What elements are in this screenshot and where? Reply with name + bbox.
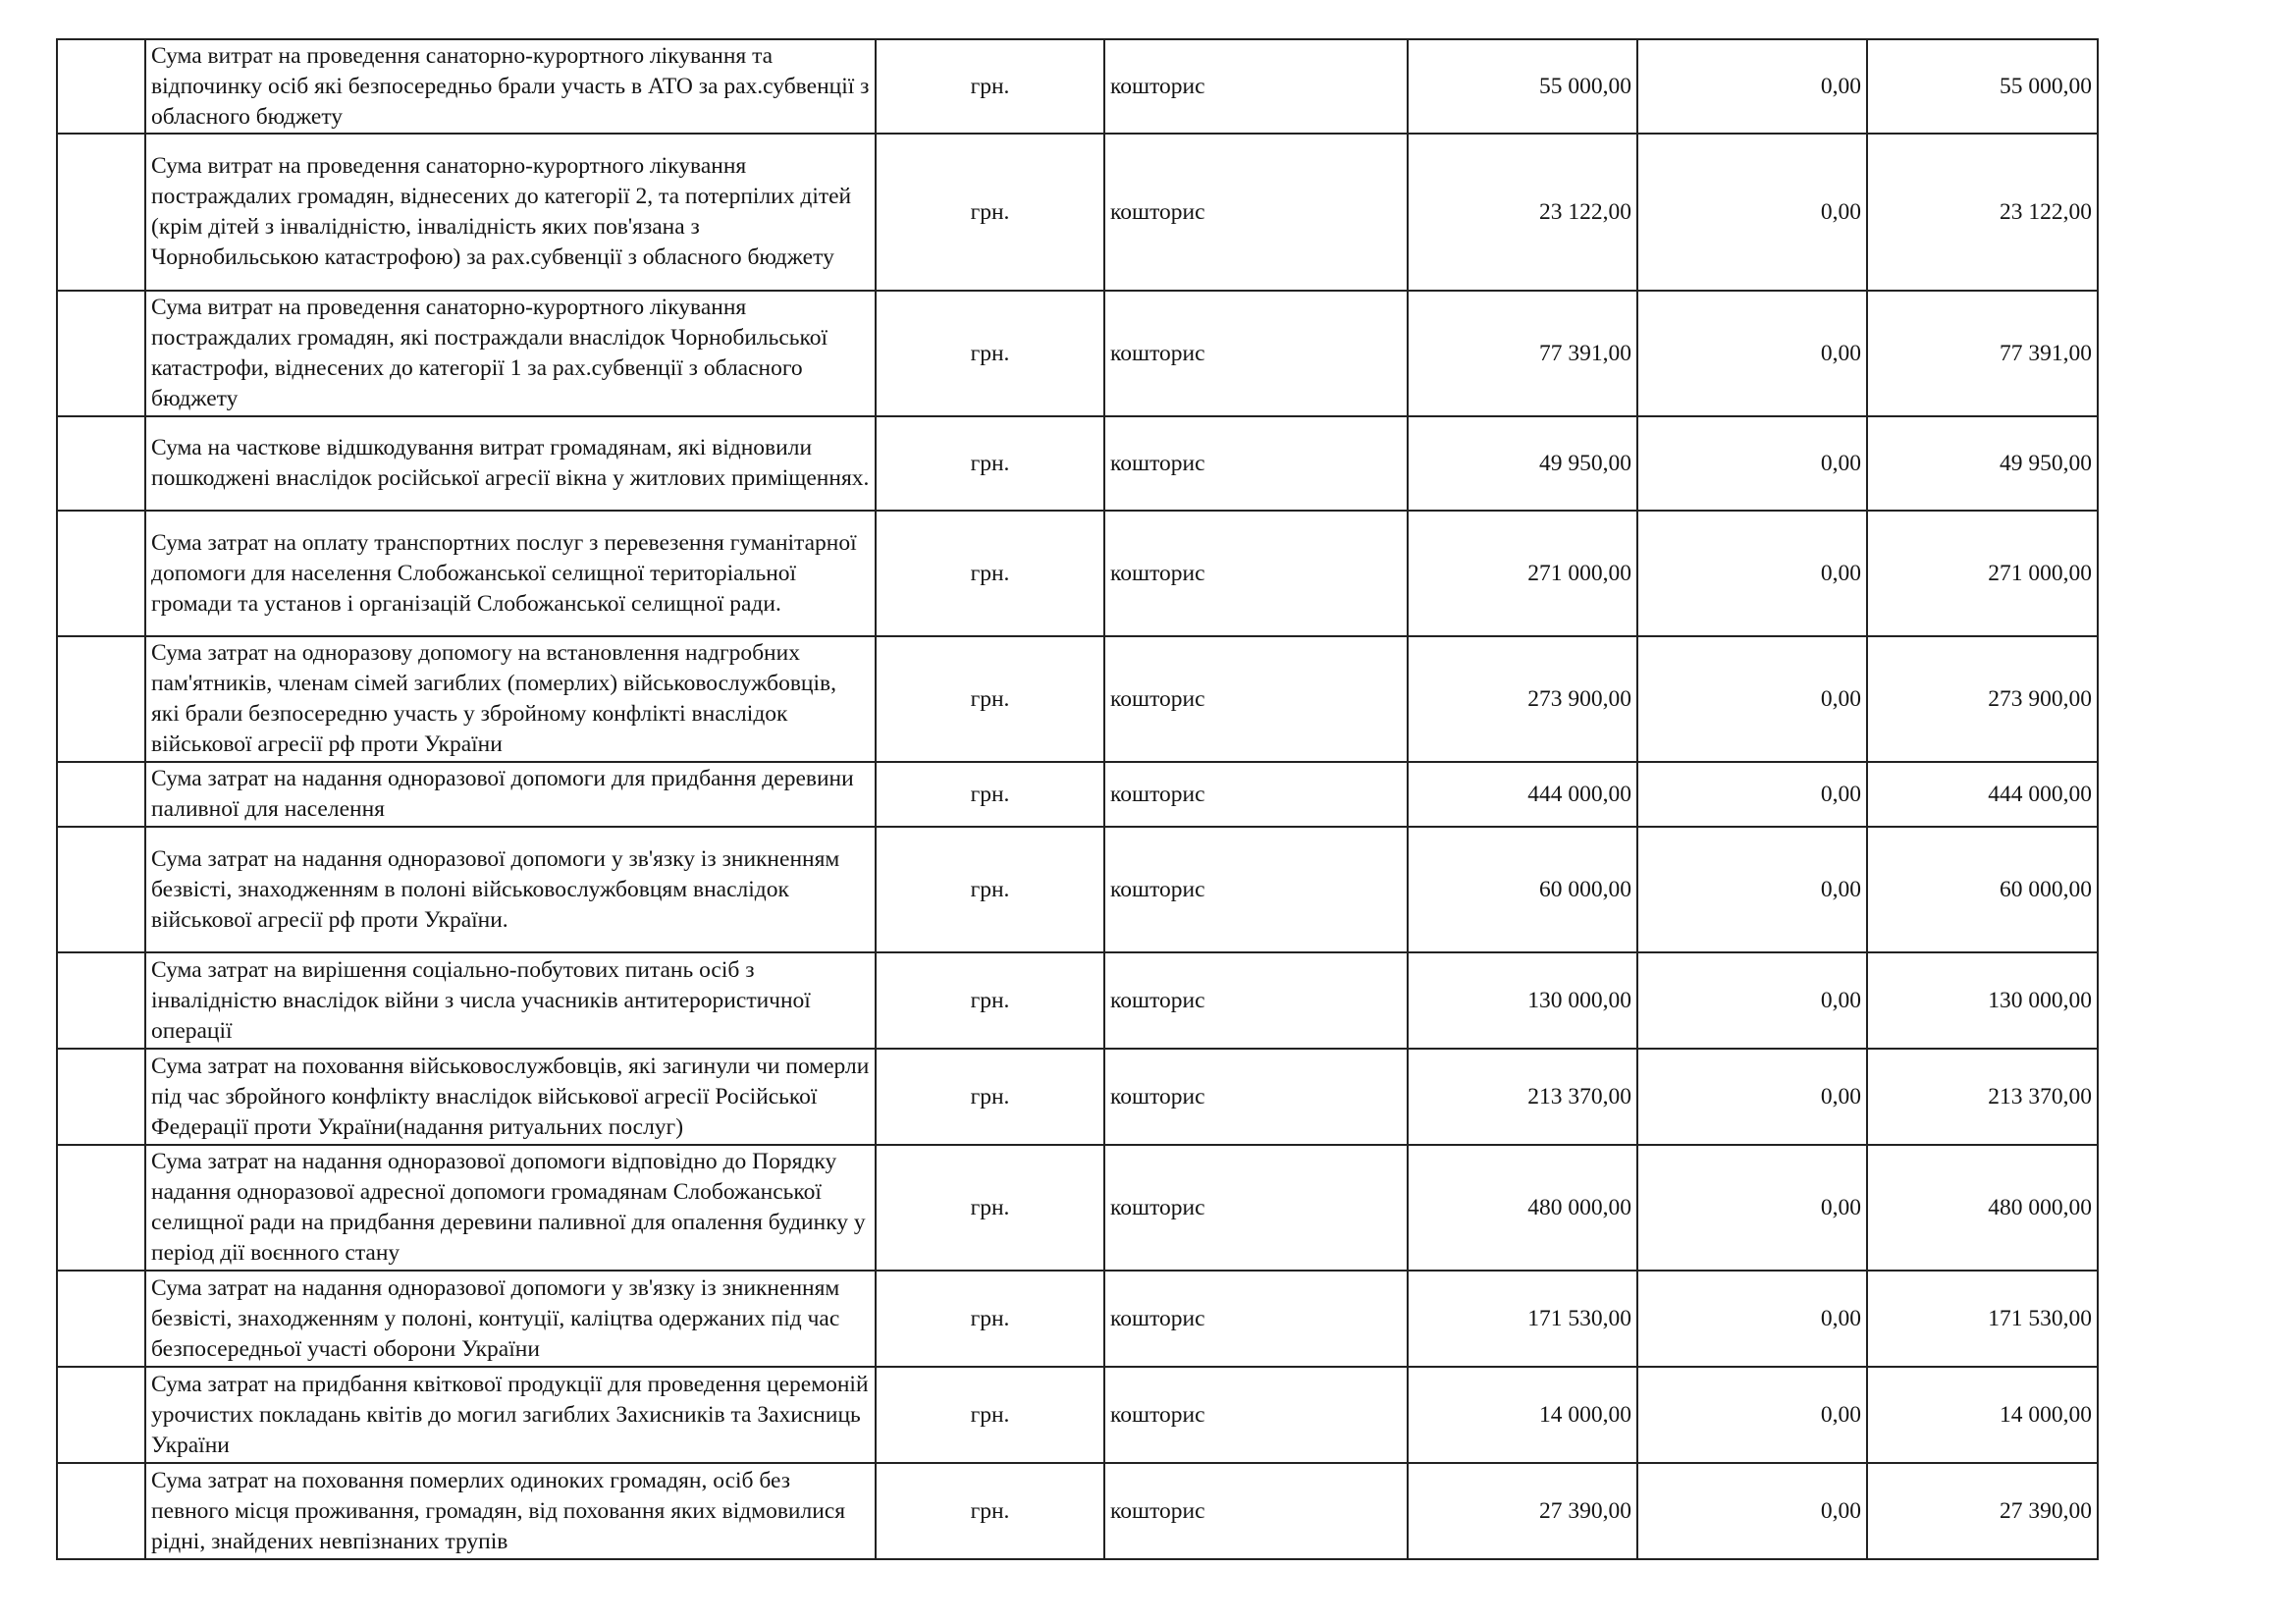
value-cell-1: 213 370,00	[1408, 1049, 1637, 1145]
unit-cell: грн.	[876, 511, 1104, 636]
row-number-cell	[57, 952, 145, 1049]
row-number-cell	[57, 1049, 145, 1145]
table-row	[57, 416, 2098, 511]
value-cell-1: 171 530,00	[1408, 1271, 1637, 1367]
value-cell-2: 0,00	[1637, 1145, 1867, 1271]
value-cell-3: 480 000,00	[1867, 1145, 2098, 1271]
value-cell-2: 0,00	[1637, 291, 1867, 416]
value-cell-3: 60 000,00	[1867, 827, 2098, 952]
source-cell: кошторис	[1104, 1463, 1408, 1559]
unit-cell: грн.	[876, 134, 1104, 291]
row-number-cell	[57, 636, 145, 762]
table-row	[57, 1271, 2098, 1367]
value-cell-1: 77 391,00	[1408, 291, 1637, 416]
value-cell-3: 444 000,00	[1867, 762, 2098, 827]
value-cell-3: 77 391,00	[1867, 291, 2098, 416]
value-cell-2: 0,00	[1637, 636, 1867, 762]
value-cell-2: 0,00	[1637, 39, 1867, 134]
source-cell: кошторис	[1104, 827, 1408, 952]
unit-cell: грн.	[876, 1049, 1104, 1145]
table-row	[57, 1463, 2098, 1559]
table-row	[57, 511, 2098, 636]
source-cell: кошторис	[1104, 1145, 1408, 1271]
value-cell-1: 27 390,00	[1408, 1463, 1637, 1559]
row-number-cell	[57, 511, 145, 636]
table-row	[57, 39, 2098, 134]
row-number-cell	[57, 1271, 145, 1367]
row-number-cell	[57, 1145, 145, 1271]
indicator-name-cell: Сума витрат на проведення санаторно-курортного лікування постраждалих громадян, які постраждали внаслідок Чорнобильської катастрофи, віднесених до категорії 1 за рах.субвенції з обласного бюджету	[145, 291, 876, 416]
source-cell: кошторис	[1104, 511, 1408, 636]
value-cell-1: 55 000,00	[1408, 39, 1637, 134]
table-row	[57, 636, 2098, 762]
source-cell: кошторис	[1104, 134, 1408, 291]
unit-cell: грн.	[876, 636, 1104, 762]
unit-cell: грн.	[876, 1367, 1104, 1463]
source-cell: кошторис	[1104, 39, 1408, 134]
indicator-name-cell: Сума витрат на проведення санаторно-курортного лікування та відпочинку осіб які безпосередньо брали участь в АТО за рах.субвенції з обласного бюджету	[145, 39, 876, 134]
value-cell-2: 0,00	[1637, 952, 1867, 1049]
indicator-name-cell: Сума затрат на одноразову допомогу на встановлення надгробних пам'ятників, членам сімей загиблих (померлих) військовослужбовців, які брали безпосередню участь у збройному конфлікті внаслідок військової агресії рф проти України	[145, 636, 876, 762]
value-cell-2: 0,00	[1637, 416, 1867, 511]
value-cell-1: 444 000,00	[1408, 762, 1637, 827]
indicator-name-cell: Сума затрат на поховання померлих одиноких громадян, осіб без певного місця проживання, громадян, від поховання яких відмовилися рідні, знайдених невпізнаних трупів	[145, 1463, 876, 1559]
unit-cell: грн.	[876, 416, 1104, 511]
value-cell-3: 55 000,00	[1867, 39, 2098, 134]
value-cell-1: 60 000,00	[1408, 827, 1637, 952]
source-cell: кошторис	[1104, 1367, 1408, 1463]
table-row	[57, 1145, 2098, 1271]
value-cell-2: 0,00	[1637, 827, 1867, 952]
unit-cell: грн.	[876, 1271, 1104, 1367]
unit-cell: грн.	[876, 39, 1104, 134]
indicator-name-cell: Сума затрат на вирішення соціально-побутових питань осіб з інвалідністю внаслідок війни з числа учасників антитерористичної операції	[145, 952, 876, 1049]
row-number-cell	[57, 416, 145, 511]
table-row	[57, 952, 2098, 1049]
table-row	[57, 291, 2098, 416]
source-cell: кошторис	[1104, 952, 1408, 1049]
table-row	[57, 1049, 2098, 1145]
value-cell-1: 480 000,00	[1408, 1145, 1637, 1271]
value-cell-3: 273 900,00	[1867, 636, 2098, 762]
value-cell-1: 49 950,00	[1408, 416, 1637, 511]
source-cell: кошторис	[1104, 636, 1408, 762]
value-cell-2: 0,00	[1637, 762, 1867, 827]
value-cell-1: 273 900,00	[1408, 636, 1637, 762]
value-cell-3: 49 950,00	[1867, 416, 2098, 511]
value-cell-3: 130 000,00	[1867, 952, 2098, 1049]
value-cell-3: 271 000,00	[1867, 511, 2098, 636]
indicator-name-cell: Сума затрат на оплату транспортних послуг з перевезення гуманітарної допомоги для населення Слобожанської селищної територіальної громади та установ і організацій Слобожанської селищної ради.	[145, 511, 876, 636]
source-cell: кошторис	[1104, 291, 1408, 416]
value-cell-3: 23 122,00	[1867, 134, 2098, 291]
row-number-cell	[57, 1463, 145, 1559]
table-row	[57, 827, 2098, 952]
indicator-name-cell: Сума затрат на надання одноразової допомоги у зв'язку із зникненням безвісті, знаходженням у полоні, контуції, каліцтва одержаних під час безпосередньої участі оборони України	[145, 1271, 876, 1367]
row-number-cell	[57, 1367, 145, 1463]
table-row	[57, 762, 2098, 827]
value-cell-1: 271 000,00	[1408, 511, 1637, 636]
value-cell-2: 0,00	[1637, 1049, 1867, 1145]
value-cell-1: 23 122,00	[1408, 134, 1637, 291]
row-number-cell	[57, 39, 145, 134]
value-cell-1: 14 000,00	[1408, 1367, 1637, 1463]
value-cell-2: 0,00	[1637, 1367, 1867, 1463]
unit-cell: грн.	[876, 291, 1104, 416]
unit-cell: грн.	[876, 952, 1104, 1049]
value-cell-3: 171 530,00	[1867, 1271, 2098, 1367]
source-cell: кошторис	[1104, 1271, 1408, 1367]
unit-cell: грн.	[876, 762, 1104, 827]
value-cell-3: 27 390,00	[1867, 1463, 2098, 1559]
value-cell-3: 213 370,00	[1867, 1049, 2098, 1145]
indicator-name-cell: Сума затрат на придбання квіткової продукції для проведення церемоній урочистих покладань квітів до могил загиблих Захисників та Захисниць України	[145, 1367, 876, 1463]
indicator-name-cell: Сума затрат на надання одноразової допомоги для придбання деревини паливної для населення	[145, 762, 876, 827]
row-number-cell	[57, 827, 145, 952]
unit-cell: грн.	[876, 1145, 1104, 1271]
value-cell-1: 130 000,00	[1408, 952, 1637, 1049]
source-cell: кошторис	[1104, 416, 1408, 511]
unit-cell: грн.	[876, 827, 1104, 952]
indicator-name-cell: Сума затрат на надання одноразової допомоги у зв'язку із зникненням безвісті, знаходженням в полоні військовослужбовцям внаслідок військової агресії рф проти України.	[145, 827, 876, 952]
value-cell-2: 0,00	[1637, 1463, 1867, 1559]
indicator-name-cell: Сума витрат на проведення санаторно-курортного лікування постраждалих громадян, віднесених до категорії 2, та потерпілих дітей (крім дітей з інвалідністю, інвалідність яких пов'язана з Чорнобильською катастрофою) за рах.субвенції з обласного бюджету	[145, 134, 876, 291]
value-cell-2: 0,00	[1637, 1271, 1867, 1367]
unit-cell: грн.	[876, 1463, 1104, 1559]
table-row	[57, 1367, 2098, 1463]
table-row	[57, 134, 2098, 291]
row-number-cell	[57, 291, 145, 416]
row-number-cell	[57, 134, 145, 291]
value-cell-3: 14 000,00	[1867, 1367, 2098, 1463]
value-cell-2: 0,00	[1637, 511, 1867, 636]
indicator-name-cell: Сума затрат на надання одноразової допомоги відповідно до Порядку надання одноразової адресної допомоги громадянам Слобожанської селищної ради на придбання деревини паливної для опалення будинку у період дії воєнного стану	[145, 1145, 876, 1271]
row-number-cell	[57, 762, 145, 827]
value-cell-2: 0,00	[1637, 134, 1867, 291]
source-cell: кошторис	[1104, 1049, 1408, 1145]
source-cell: кошторис	[1104, 762, 1408, 827]
indicator-name-cell: Сума на часткове відшкодування витрат громадянам, які відновили пошкоджені внаслідок російської агресії вікна у житлових приміщеннях.	[145, 416, 876, 511]
budget-indicators-table	[56, 38, 2099, 1560]
indicator-name-cell: Сума затрат на поховання військовослужбовців, які загинули чи померли під час збройного конфлікту внаслідок військової агресії Російської Федерації проти України(надання ритуальних послуг)	[145, 1049, 876, 1145]
